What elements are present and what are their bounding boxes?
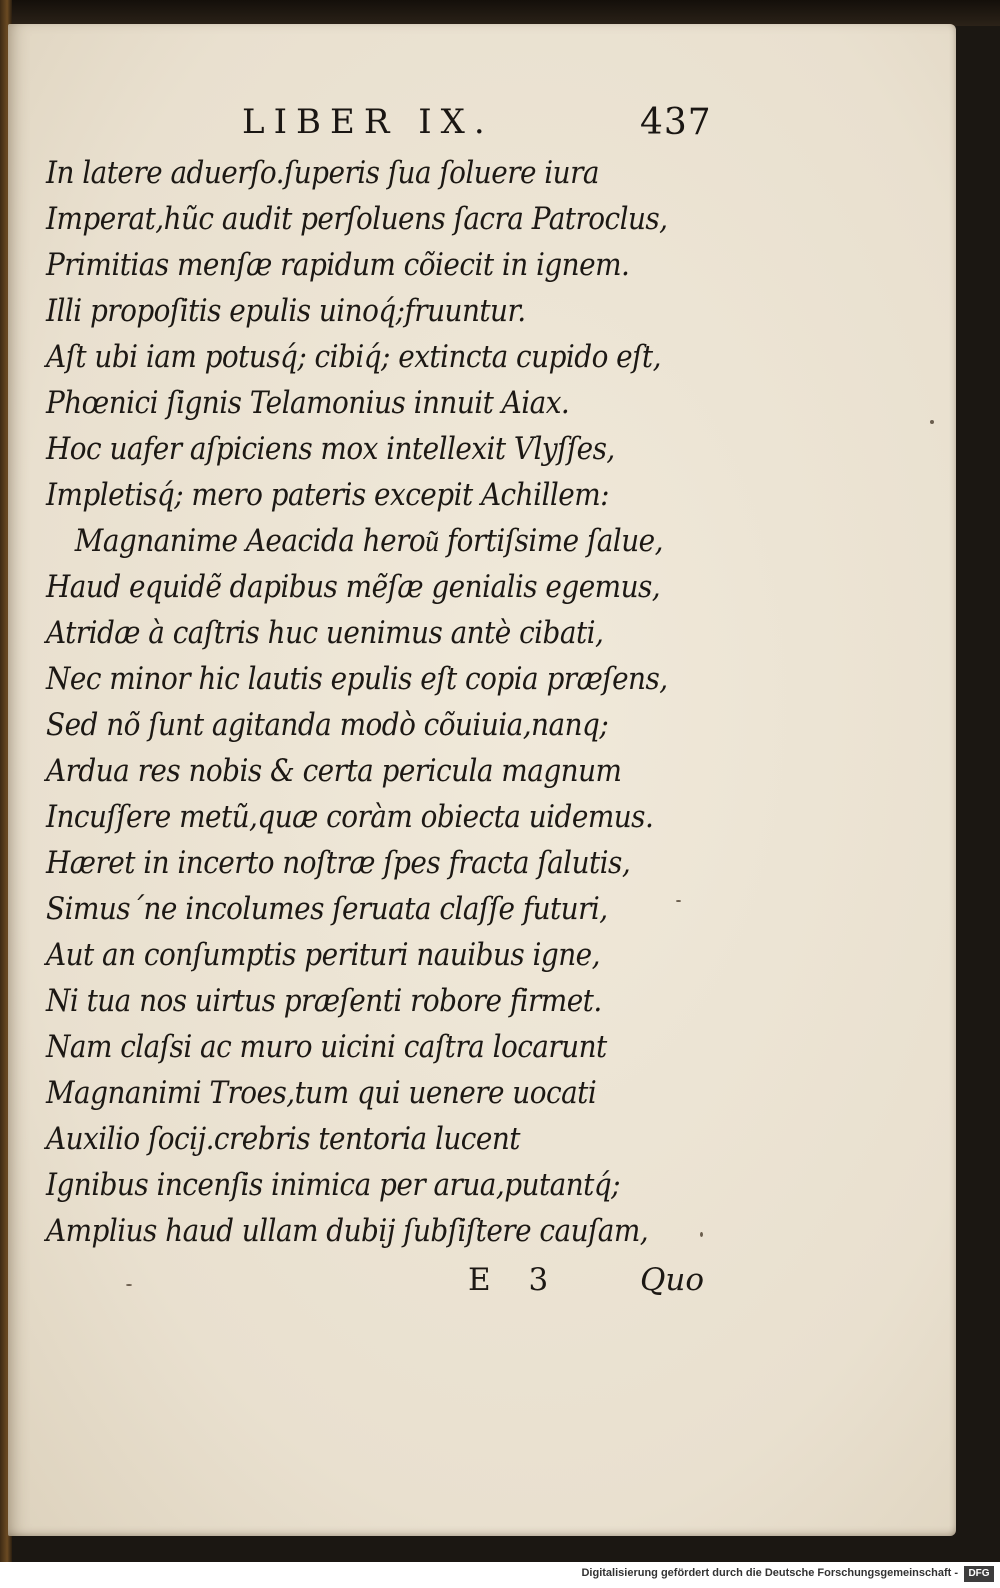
verse-line: Aſt ubi iam potusq́; cibiq́; extincta cupido eſt, [46,339,661,375]
dfg-logo: DFG [964,1566,994,1582]
verse-line: Haud equidẽ dapibus mẽſæ genialis egemus, [46,569,661,605]
verse-line: In latere aduerſo.ſuperis ſua ſoluere iura [46,155,600,191]
verse-line: Magnanimi Troes,tum qui uenere uocati [46,1075,597,1111]
verse-line: Hoc uafer aſpiciens mox intellexit Vlyſſes, [46,431,615,467]
catchword: Quo [640,1262,705,1298]
verse-line: Primitias menſæ rapidum cõiecit in ignem. [46,247,630,283]
verse-line: Simus´ne incolumes ſeruata claſſe futuri, [46,891,608,927]
verse-line: Aut an conſumptis perituri nauibus igne, [46,937,600,973]
verse-line: Sed nõ ſunt agitanda modò cõuiuia,nanq; [46,707,609,743]
running-head-title: LIBER IX. [242,102,494,142]
page-number: 437 [640,102,712,143]
verse-line: Illi propoſitis epulis uinoq́;fruuntur. [46,293,526,329]
verse-line: Nec minor hic lautis epulis eſt copia præſens, [46,661,668,697]
verse-line: Ignibus incenſis inimica per arua,putantq́; [46,1167,621,1203]
signature-line [0,1262,1000,1308]
verse-line: Ni tua nos uirtus præſenti robore firmet. [46,983,602,1019]
running-head [0,102,1000,150]
verse-line: Amplius haud ullam dubij ſubſiſtere cauſam, [46,1213,649,1249]
verse-line: Incuſſere metũ,quæ coràm obiecta uidemus. [46,799,654,835]
digitization-footer [0,1562,1000,1588]
verse-line: Hæret in incerto noſtræ ſpes fracta ſalutis, [46,845,631,881]
signature-mark: E 3 [468,1262,563,1298]
verse-line: Ardua res nobis & certa pericula magnum [46,753,622,789]
verse-line: Nam claſsi ac muro uicini caſtra locarunt [46,1029,607,1065]
verse-line: Impletisq́; mero pateris excepit Achillem: [46,477,609,513]
footer-credit: Digitalisierung gefördert durch die Deutsche Forschungsgemeinschaft - [581,1567,958,1579]
verse-line: Magnanime Aeacida herou͂ fortiſsime ſalue, [74,523,663,559]
paper-speck [930,420,934,424]
verse-line: Imperat,hũc audit perſoluens ſacra Patroclus, [46,201,668,237]
verse-line: Atridæ à caſtris huc uenimus antè cibati, [46,615,604,651]
verse-line: Auxilio ſocij.crebris tentoria lucent [46,1121,520,1157]
verse-line: Phœnici ſignis Telamonius innuit Aiax. [46,385,570,421]
verse-block [46,150,746,1254]
scan-top-shadow [0,0,1000,26]
